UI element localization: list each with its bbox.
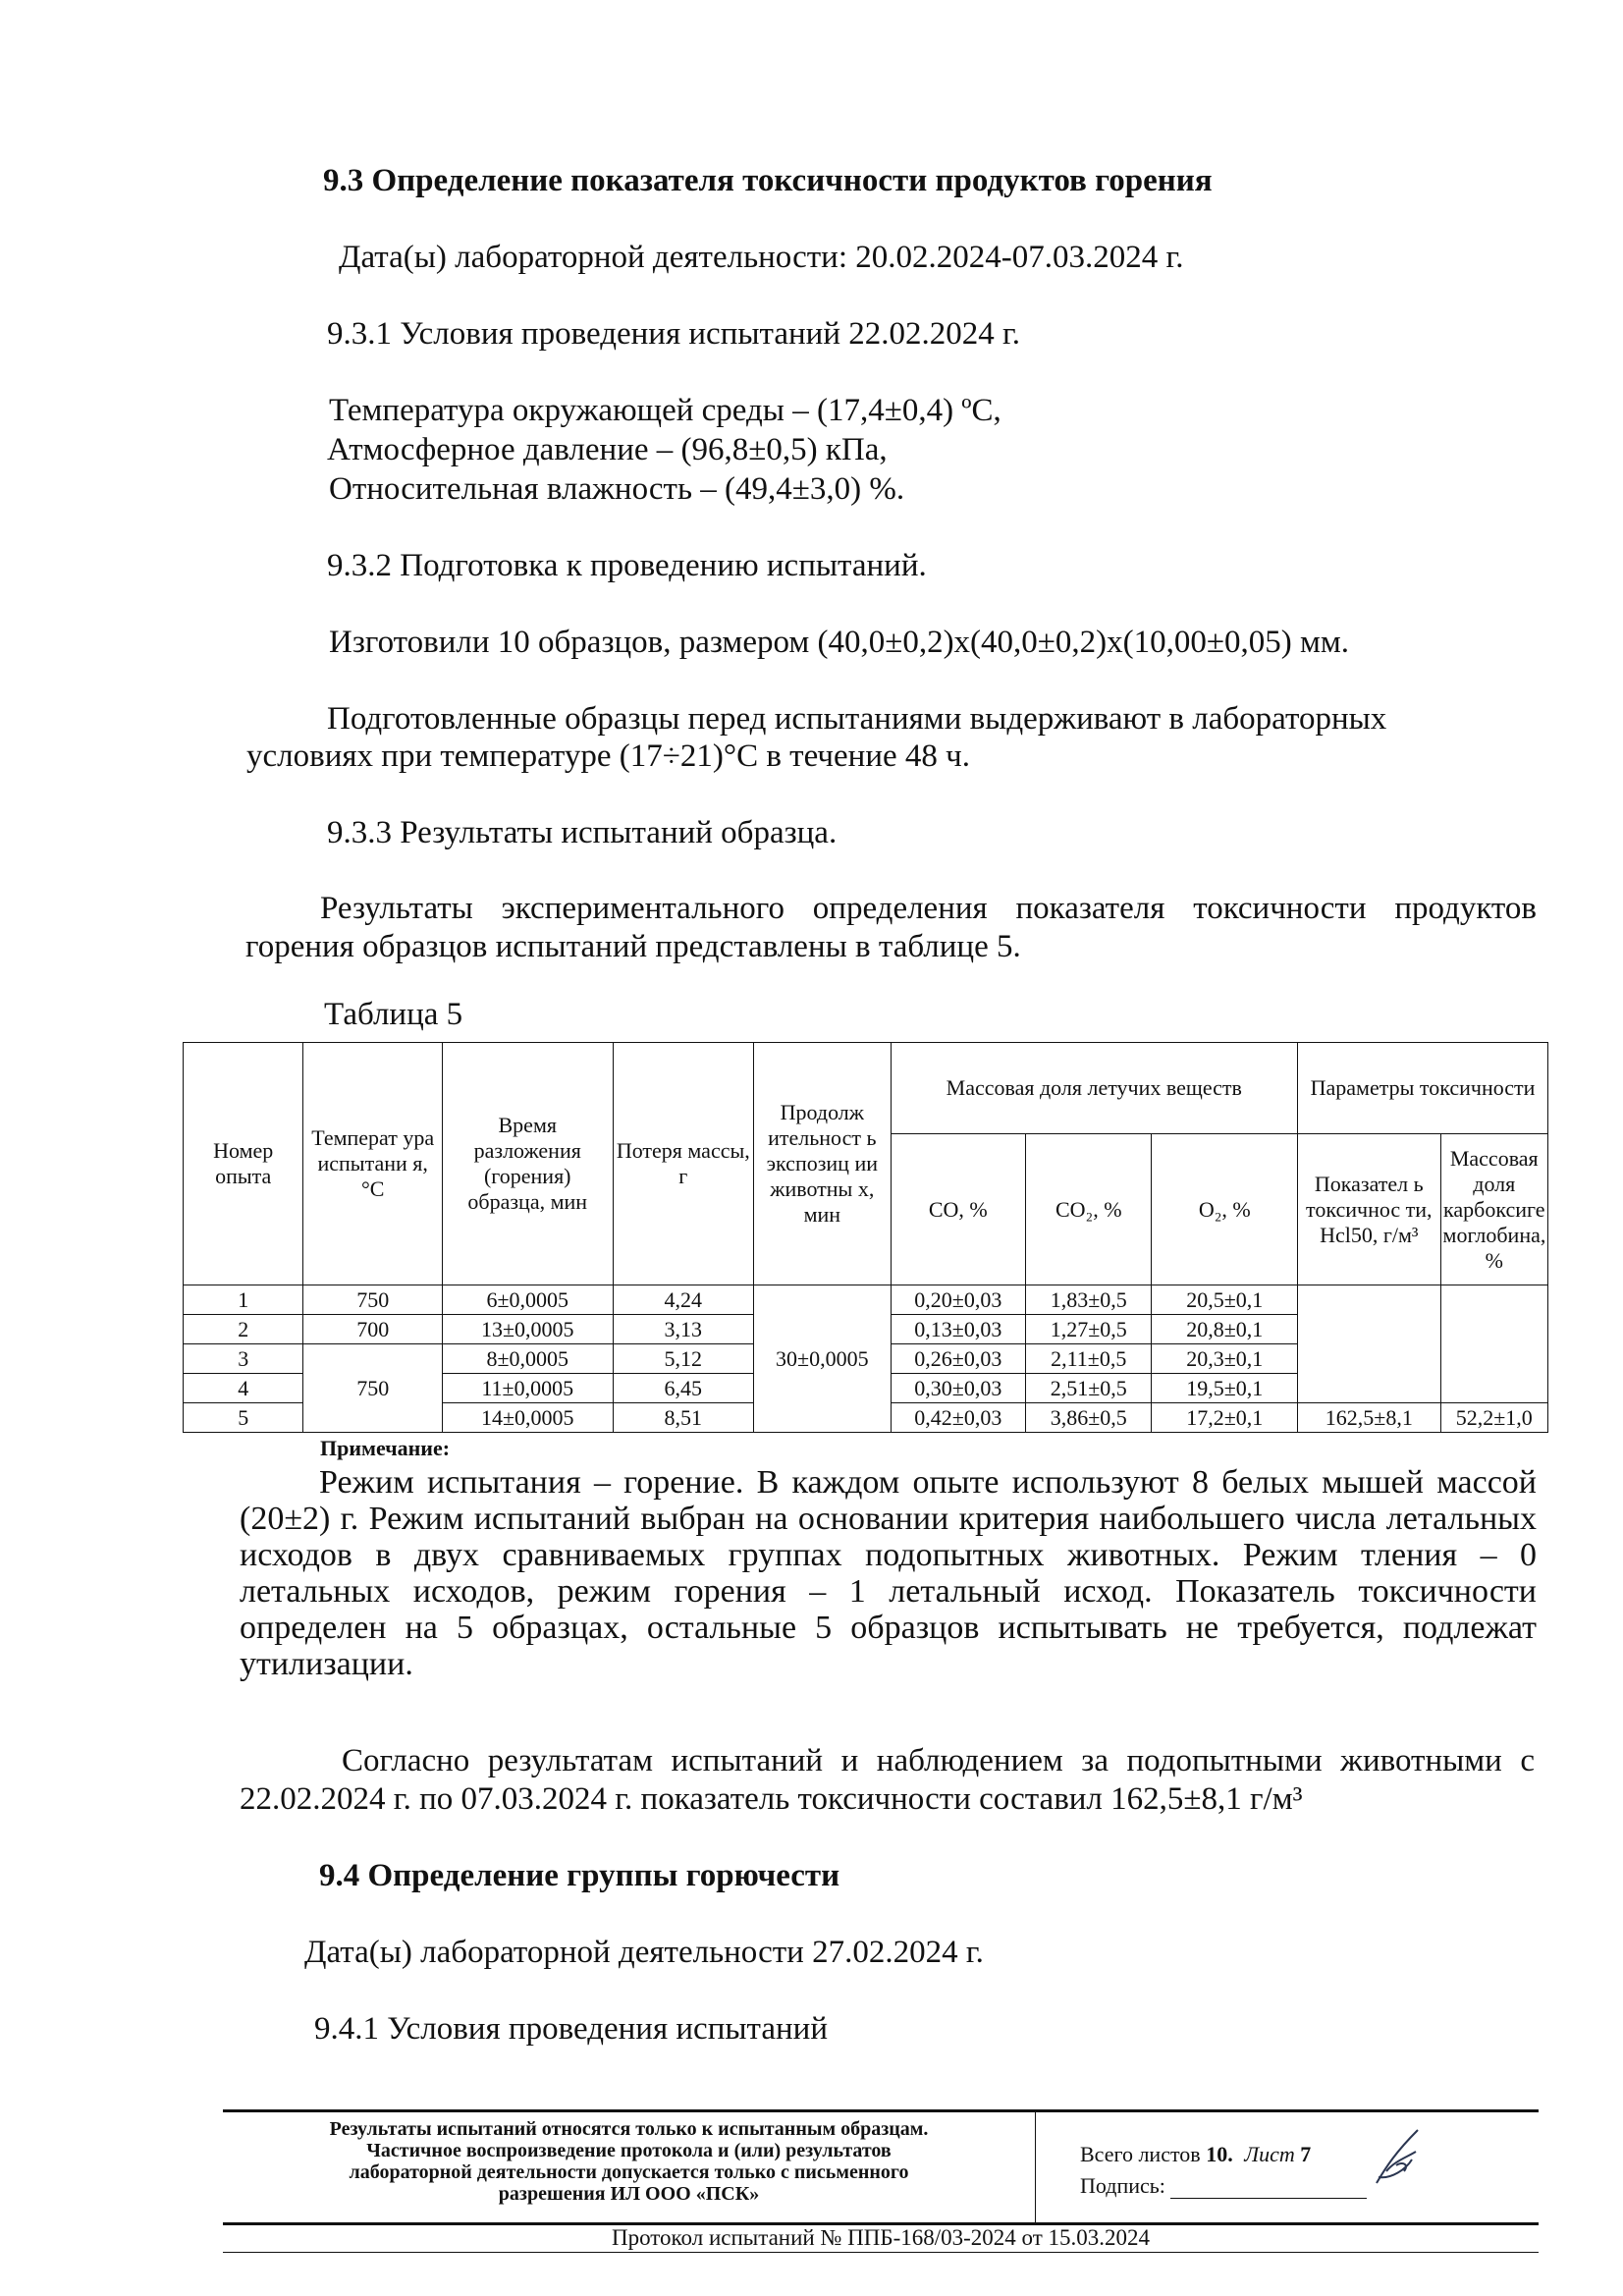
section-9-4-conditions-title: 9.4.1 Условия проведения испытаний <box>314 2011 828 2047</box>
sheet-number: 7 <box>1300 2142 1312 2166</box>
cell-co: 0,20±0,03 <box>891 1285 1025 1315</box>
header-co2: CO₂, % <box>1026 1134 1152 1285</box>
note-line: утилизации. <box>240 1646 413 1682</box>
disclaimer-line: лабораторной деятельности допускается только с письменного <box>349 2161 909 2183</box>
cell-co: 0,13±0,03 <box>891 1315 1025 1344</box>
cell-time: 13±0,0005 <box>442 1315 613 1344</box>
header-carboxyhemoglobin: Массовая доля карбоксиге моглобина, % <box>1440 1134 1547 1285</box>
section-9-3-dates: Дата(ы) лабораторной деятельности: 20.02.2024-07.03.2024 г. <box>339 240 1184 275</box>
header-mass-loss: Потеря массы, г <box>613 1043 754 1285</box>
results-title: 9.3.3 Результаты испытаний образца. <box>327 815 838 850</box>
footer-box <box>223 2109 1539 2225</box>
cell-loss: 6,45 <box>613 1374 754 1403</box>
cell-exposure: 30±0,0005 <box>754 1285 892 1433</box>
cell-co: 0,42±0,03 <box>891 1403 1025 1433</box>
cell-co2: 2,51±0,5 <box>1026 1374 1152 1403</box>
cell-o2: 20,8±0,1 <box>1152 1315 1298 1344</box>
header-volatile-group: Массовая доля летучих веществ <box>891 1043 1297 1134</box>
cell-time: 11±0,0005 <box>442 1374 613 1403</box>
cell-loss: 3,13 <box>613 1315 754 1344</box>
temperature-line: Температура окружающей среды – (17,4±0,4) ºС, <box>329 393 1001 428</box>
sheet-label: Лист <box>1244 2142 1295 2166</box>
cell-loss: 5,12 <box>613 1344 754 1374</box>
cell-time: 6±0,0005 <box>442 1285 613 1315</box>
sheet-count <box>1080 2142 1311 2167</box>
header-exposure: Продолж ительност ь экспозиц ии животны х, мин <box>754 1043 892 1285</box>
cell-temp: 750 <box>303 1285 443 1315</box>
disclaimer-line: разрешения ИЛ ООО «ПСК» <box>498 2183 760 2205</box>
cell-o2: 17,2±0,1 <box>1152 1403 1298 1433</box>
cell-num: 3 <box>184 1344 303 1374</box>
results-text-line-2: горения образцов испытаний представлены в таблице 5. <box>245 929 1021 964</box>
section-9-4-dates: Дата(ы) лабораторной деятельности 27.02.2024 г. <box>304 1935 984 1970</box>
note-body <box>240 1464 1537 1682</box>
note-line: летальных исходов, режим горения – 1 летальный исход. Показатель токсичности <box>240 1573 1537 1610</box>
cell-time: 14±0,0005 <box>442 1403 613 1433</box>
table-row <box>184 1285 1548 1315</box>
note-label: Примечание: <box>320 1436 451 1460</box>
cell-co: 0,30±0,03 <box>891 1374 1025 1403</box>
header-temperature: Температ ура испытани я, °С <box>303 1043 443 1285</box>
cell-loss: 4,24 <box>613 1285 754 1315</box>
cell-num: 5 <box>184 1403 303 1433</box>
cell-time: 8±0,0005 <box>442 1344 613 1374</box>
cell-hcl50-empty <box>1298 1285 1441 1403</box>
table-5 <box>183 1042 1548 1433</box>
prep-samples: Изготовили 10 образцов, размером (40,0±0,2)х(40,0±0,2)х(10,00±0,05) мм. <box>329 625 1350 660</box>
cell-co: 0,26±0,03 <box>891 1344 1025 1374</box>
sheets-label: Всего листов <box>1080 2142 1201 2166</box>
cell-temp: 700 <box>303 1315 443 1344</box>
note-line: Режим испытания – горение. В каждом опыте используют 8 белых мышей массой <box>319 1464 1537 1501</box>
cell-num: 4 <box>184 1374 303 1403</box>
header-co: CO, % <box>891 1134 1025 1285</box>
note-line: определен на 5 образцах, остальные 5 образцов испытывать не требуется, подлежат <box>240 1610 1537 1646</box>
cell-co2: 1,27±0,5 <box>1026 1315 1152 1344</box>
prep-conditions-line-2: условиях при температуре (17÷21)°С в течение 48 ч. <box>246 738 970 774</box>
footer-sheet-info <box>1038 2112 1539 2222</box>
header-hcl50: Показател ь токсичнос ти, Hcl50, г/м³ <box>1298 1134 1441 1285</box>
signature-line <box>1170 2176 1367 2199</box>
prep-title: 9.3.2 Подготовка к проведению испытаний. <box>327 548 927 583</box>
note-line: исходов в двух сравниваемых группах подопытных животных. Режим тления – 0 <box>240 1537 1537 1573</box>
cell-carboxy-empty <box>1440 1285 1547 1403</box>
table-caption: Таблица 5 <box>324 997 463 1032</box>
cell-o2: 20,5±0,1 <box>1152 1285 1298 1315</box>
prep-conditions-line-1: Подготовленные образцы перед испытаниями выдерживают в лабораторных <box>327 701 1387 737</box>
cell-co2: 2,11±0,5 <box>1026 1344 1152 1374</box>
pressure-line: Атмосферное давление – (96,8±0,5) кПа, <box>327 432 888 467</box>
sheets-total: 10. <box>1206 2142 1233 2166</box>
footer-disclaimer <box>223 2112 1036 2222</box>
header-toxicity-group: Параметры токсичности <box>1298 1043 1548 1134</box>
cell-o2: 20,3±0,1 <box>1152 1344 1298 1374</box>
cell-temp: 750 <box>303 1344 443 1433</box>
humidity-line: Относительная влажность – (49,4±3,0) %. <box>329 471 905 507</box>
cell-num: 2 <box>184 1315 303 1344</box>
signature-row <box>1080 2173 1367 2199</box>
signature-icon <box>1367 2122 1426 2191</box>
conclusion-line-1: Согласно результатам испытаний и наблюдением за подопытными животными с <box>342 1743 1535 1778</box>
cell-carboxy: 52,2±1,0 <box>1440 1403 1547 1433</box>
conditions-title: 9.3.1 Условия проведения испытаний 22.02.2024 г. <box>327 316 1021 352</box>
results-text-line-1: Результаты экспериментального определения показателя токсичности продуктов <box>320 891 1537 926</box>
section-9-3-heading: 9.3 Определение показателя токсичности продуктов горения <box>323 163 1213 198</box>
section-9-4-heading: 9.4 Определение группы горючести <box>319 1858 840 1893</box>
cell-co2: 1,83±0,5 <box>1026 1285 1152 1315</box>
cell-o2: 19,5±0,1 <box>1152 1374 1298 1403</box>
header-o2: O₂, % <box>1152 1134 1298 1285</box>
header-decomposition-time: Время разложения (горения) образца, мин <box>442 1043 613 1285</box>
conclusion-line-2: 22.02.2024 г. по 07.03.2024 г. показатель токсичности составил 162,5±8,1 г/м³ <box>240 1781 1303 1817</box>
note-line: (20±2) г. Режим испытаний выбран на основании критерия наибольшего числа летальных <box>240 1501 1537 1537</box>
cell-co2: 3,86±0,5 <box>1026 1403 1152 1433</box>
cell-num: 1 <box>184 1285 303 1315</box>
protocol-number: Протокол испытаний № ППБ-168/03-2024 от 15.03.2024 <box>223 2224 1539 2253</box>
disclaimer-line: Результаты испытаний относятся только к испытанным образцам. <box>329 2118 929 2140</box>
cell-loss: 8,51 <box>613 1403 754 1433</box>
header-number: Номер опыта <box>184 1043 303 1285</box>
signature-label: Подпись: <box>1080 2173 1165 2198</box>
disclaimer-line: Частичное воспроизведение протокола и (или) результатов <box>366 2140 892 2161</box>
cell-hcl50: 162,5±8,1 <box>1298 1403 1441 1433</box>
